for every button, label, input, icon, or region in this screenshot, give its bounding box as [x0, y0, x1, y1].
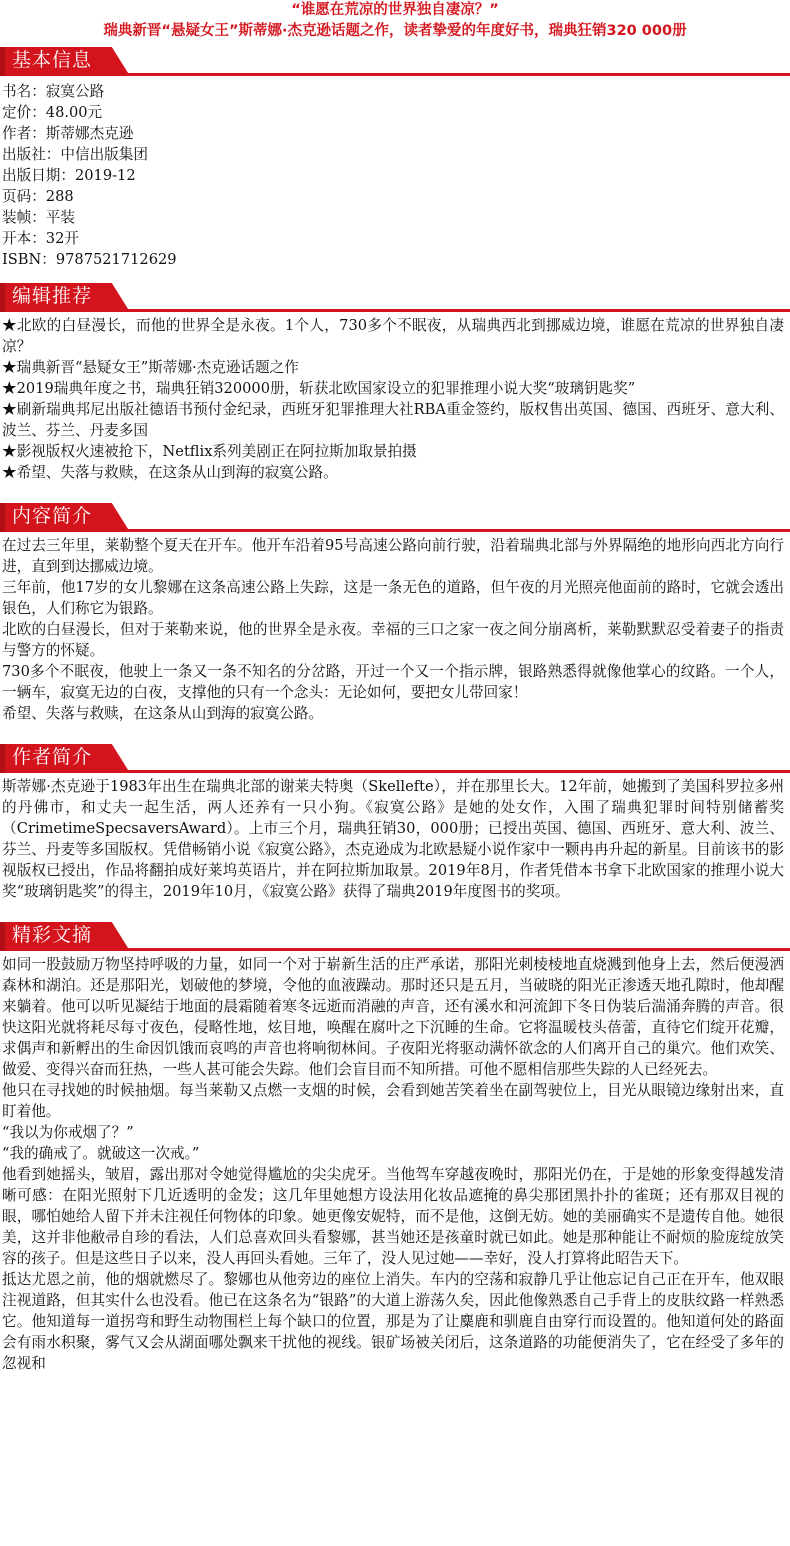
info-row-date: 出版日期：2019-12 — [2, 167, 136, 184]
editor-item: ★北欧的白昼漫长，而他的世界全是永夜。1个人，730多个不眠夜，从瑞典西北到挪威边境，谁愿在荒凉的世界独自凄凉？ — [2, 317, 784, 355]
excerpt-paragraph: “我的确戒了。就破这一次戒。” — [2, 1145, 200, 1162]
headline-quote: “谁愿在荒凉的世界独自凄凉？” — [291, 2, 499, 18]
info-row-author: 作者：斯蒂娜杰克逊 — [2, 125, 134, 142]
summary-paragraph: 北欧的白昼漫长，但对于莱勒来说，他的世界全是永夜。幸福的三口之家一夜之间分崩离析，莱勒默默忍受着妻子的指责与警方的怀疑。 — [2, 621, 784, 659]
section-title-basic-info: 基本信息 — [12, 49, 93, 71]
author-text — [0, 773, 790, 902]
excerpt-paragraph: “我以为你戒烟了？” — [2, 1124, 134, 1141]
excerpt-paragraph: 如同一股鼓励万物坚持呼吸的力量，如同一个对于崭新生活的庄严承诺，那阳光刺棱棱地直烧溅到他身上去，然后便漫洒森林和湖泊。还是那阳光，划破他的梦境，令他的血液躁动。那时还只是五月，当破晓的阳光正渗透天地孔隙时，他却醒来躺着。他可以听见凝结于地面的晨霜随着寒冬远逝而消融的声音，还有溪水和河流卸下冬日伪装后湍涌奔腾的声音。很快这阳光就将耗尽每寸夜色，侵略性地，炫目地，唤醒在腐叶之下沉睡的生命。它将温暖枝头蓓蕾，直待它们绽开花瓣，求偶声和新孵出的生命因饥饿而哀鸣的声音也将响彻林间。子夜阳光将驱动满怀欲念的人们离开自己的巢穴。他们欢笑、做爱、变得兴奋而狂热，一些人甚可能会失踪。他们会盲目而不知所措。可他不愿相信那些失踪的人已经死去。 — [2, 956, 784, 1078]
summary-paragraph: 三年前，他17岁的女儿黎娜在这条高速公路上失踪，这是一条无色的道路，但午夜的月光照亮他面前的路时，它就会透出银色，人们称它为银路。 — [2, 579, 784, 617]
headline-subtitle: 瑞典新晋“悬疑女王”斯蒂娜·杰克逊话题之作，读者挚爱的年度好书，瑞典狂销320 000册 — [103, 23, 687, 39]
section-header-summary — [0, 503, 790, 532]
editor-item: ★刷新瑞典邦尼出版社德语书预付金纪录，西班牙犯罪推理大社RBA重金签约，版权售出英国、德国、西班牙、意大利、波兰、芬兰、丹麦多国 — [2, 401, 784, 439]
editor-item: ★希望、失落与救赎，在这条从山到海的寂寞公路。 — [2, 464, 338, 481]
section-tab-notch — [0, 503, 5, 532]
editor-item: ★2019瑞典年度之书，瑞典狂销320000册，斩获北欧国家设立的犯罪推理小说大奖“玻璃钥匙奖” — [2, 380, 636, 397]
summary-paragraph: 730多个不眠夜，他驶上一条又一条不知名的分岔路，开过一个又一个指示牌，银路熟悉得就像他掌心的纹路。一个人，一辆车，寂寞无边的白夜，支撑他的只有一个念头：无论如何，要把女儿带回家！ — [2, 663, 784, 701]
author-paragraph: 斯蒂娜·杰克逊于1983年出生在瑞典北部的谢莱夫特奥（Skellefte），并在那里长大。12年前，她搬到了美国科罗拉多州的丹佛市，和丈夫一起生活，两人还养有一只小狗。《寂寞公路》是她的处女作，入围了瑞典犯罪时间特别储蓄奖（CrimetimeSpecsaversAward）。上市三个月，瑞典狂销30，000册；已授出英国、德国、西班牙、意大利、波兰、芬兰、丹麦等多国版权。凭借畅销小说《寂寞公路》，杰克逊成为北欧悬疑小说作家中一颗冉冉升起的新星。目前该书的影视版权已授出，作品将翻拍成好莱坞英语片，并在阿拉斯加取景。2019年8月，作者凭借本书拿下北欧国家的推理小说大奖“玻璃钥匙奖”的得主，2019年10月，《寂寞公路》获得了瑞典2019年度图书的奖项。 — [2, 778, 784, 900]
editor-item: ★影视版权火速被抢下，Netflix系列美剧正在阿拉斯加取景拍摄 — [2, 443, 417, 460]
section-header-excerpt — [0, 922, 790, 951]
info-row-publisher: 出版社：中信出版集团 — [2, 146, 148, 163]
section-tab-notch — [0, 283, 5, 312]
section-title-excerpt: 精彩文摘 — [12, 924, 93, 946]
section-title-author: 作者简介 — [12, 746, 93, 768]
section-tab-notch — [0, 922, 5, 951]
section-header-author — [0, 744, 790, 773]
section-tab-notch — [0, 744, 5, 773]
info-row-title: 书名：寂寞公路 — [2, 83, 105, 100]
excerpt-text — [0, 951, 790, 1374]
excerpt-paragraph: 他看到她摇头，皱眉，露出那对令她觉得尴尬的尖尖虎牙。当他驾车穿越夜晚时，那阳光仍在，于是她的形象变得越发清晰可感：在阳光照射下几近透明的金发；这几年里她想方设法用化妆品遮掩的鼻尖那团黑扑扑的雀斑；还有那双目视的眼，哪怕她给人留下并未注视任何物体的印象。她更像安妮特，而不是他，这倒无妨。她的美丽确实不是遗传自他。她很美，这并非他敝帚自珍的看法，人们总喜欢回头看黎娜，甚当她还是孩童时就已如此。她是那种能让不耐烦的脸庞绽放笑容的孩子。但是这些日子以来，没人再回头看她。三年了，没人见过她——幸好，没人打算将此昭告天下。 — [2, 1166, 784, 1267]
summary-paragraph: 在过去三年里，莱勒整个夏天在开车。他开车沿着95号高速公路向前行驶，沿着瑞典北部与外界隔绝的地形向西北方向行进，直到到达挪威边境。 — [2, 537, 784, 575]
excerpt-paragraph: 他只在寻找她的时候抽烟。每当莱勒又点燃一支烟的时候，会看到她苦笑着坐在副驾驶位上，目光从眼镜边缘射出来，直盯着他。 — [2, 1082, 784, 1120]
info-row-format: 开本：32开 — [2, 230, 79, 247]
info-row-pages: 页码：288 — [2, 188, 74, 205]
section-title-editor: 编辑推荐 — [12, 285, 93, 307]
summary-paragraph: 希望、失落与救赎，在这条从山到海的寂寞公路。 — [2, 705, 324, 722]
info-row-price: 定价：48.00元 — [2, 104, 103, 121]
section-title-summary: 内容简介 — [12, 505, 93, 527]
section-tab-notch — [0, 47, 5, 76]
editor-item: ★瑞典新晋“悬疑女王”斯蒂娜·杰克逊话题之作 — [2, 359, 299, 376]
excerpt-paragraph: 抵达尤恩之前，他的烟就燃尽了。黎娜也从他旁边的座位上消失。车内的空荡和寂静几乎让他忘记自己正在开车，他双眼注视道路，但其实什么也没看。他已在这条名为“银路”的大道上游荡久矣，因此他像熟悉自己手背上的皮肤纹路一样熟悉它。他知道每一道拐弯和野生动物围栏上每个缺口的位置，那是为了让麋鹿和驯鹿自由穿行而设置的。他知道何处的路面会有雨水积聚，雾气又会从湖面哪处飘来干扰他的视线。银矿场被关闭后，这条道路的功能便消失了，它在经受了多年的忽视和 — [2, 1271, 784, 1372]
summary-text — [0, 532, 790, 724]
section-header-basic-info — [0, 47, 790, 76]
section-header-editor — [0, 283, 790, 312]
info-row-binding: 装帧：平装 — [2, 209, 75, 226]
info-row-isbn: ISBN：9787521712629 — [2, 251, 177, 268]
basic-info-list — [0, 76, 790, 270]
editor-list — [0, 312, 790, 483]
headline — [0, 0, 790, 42]
